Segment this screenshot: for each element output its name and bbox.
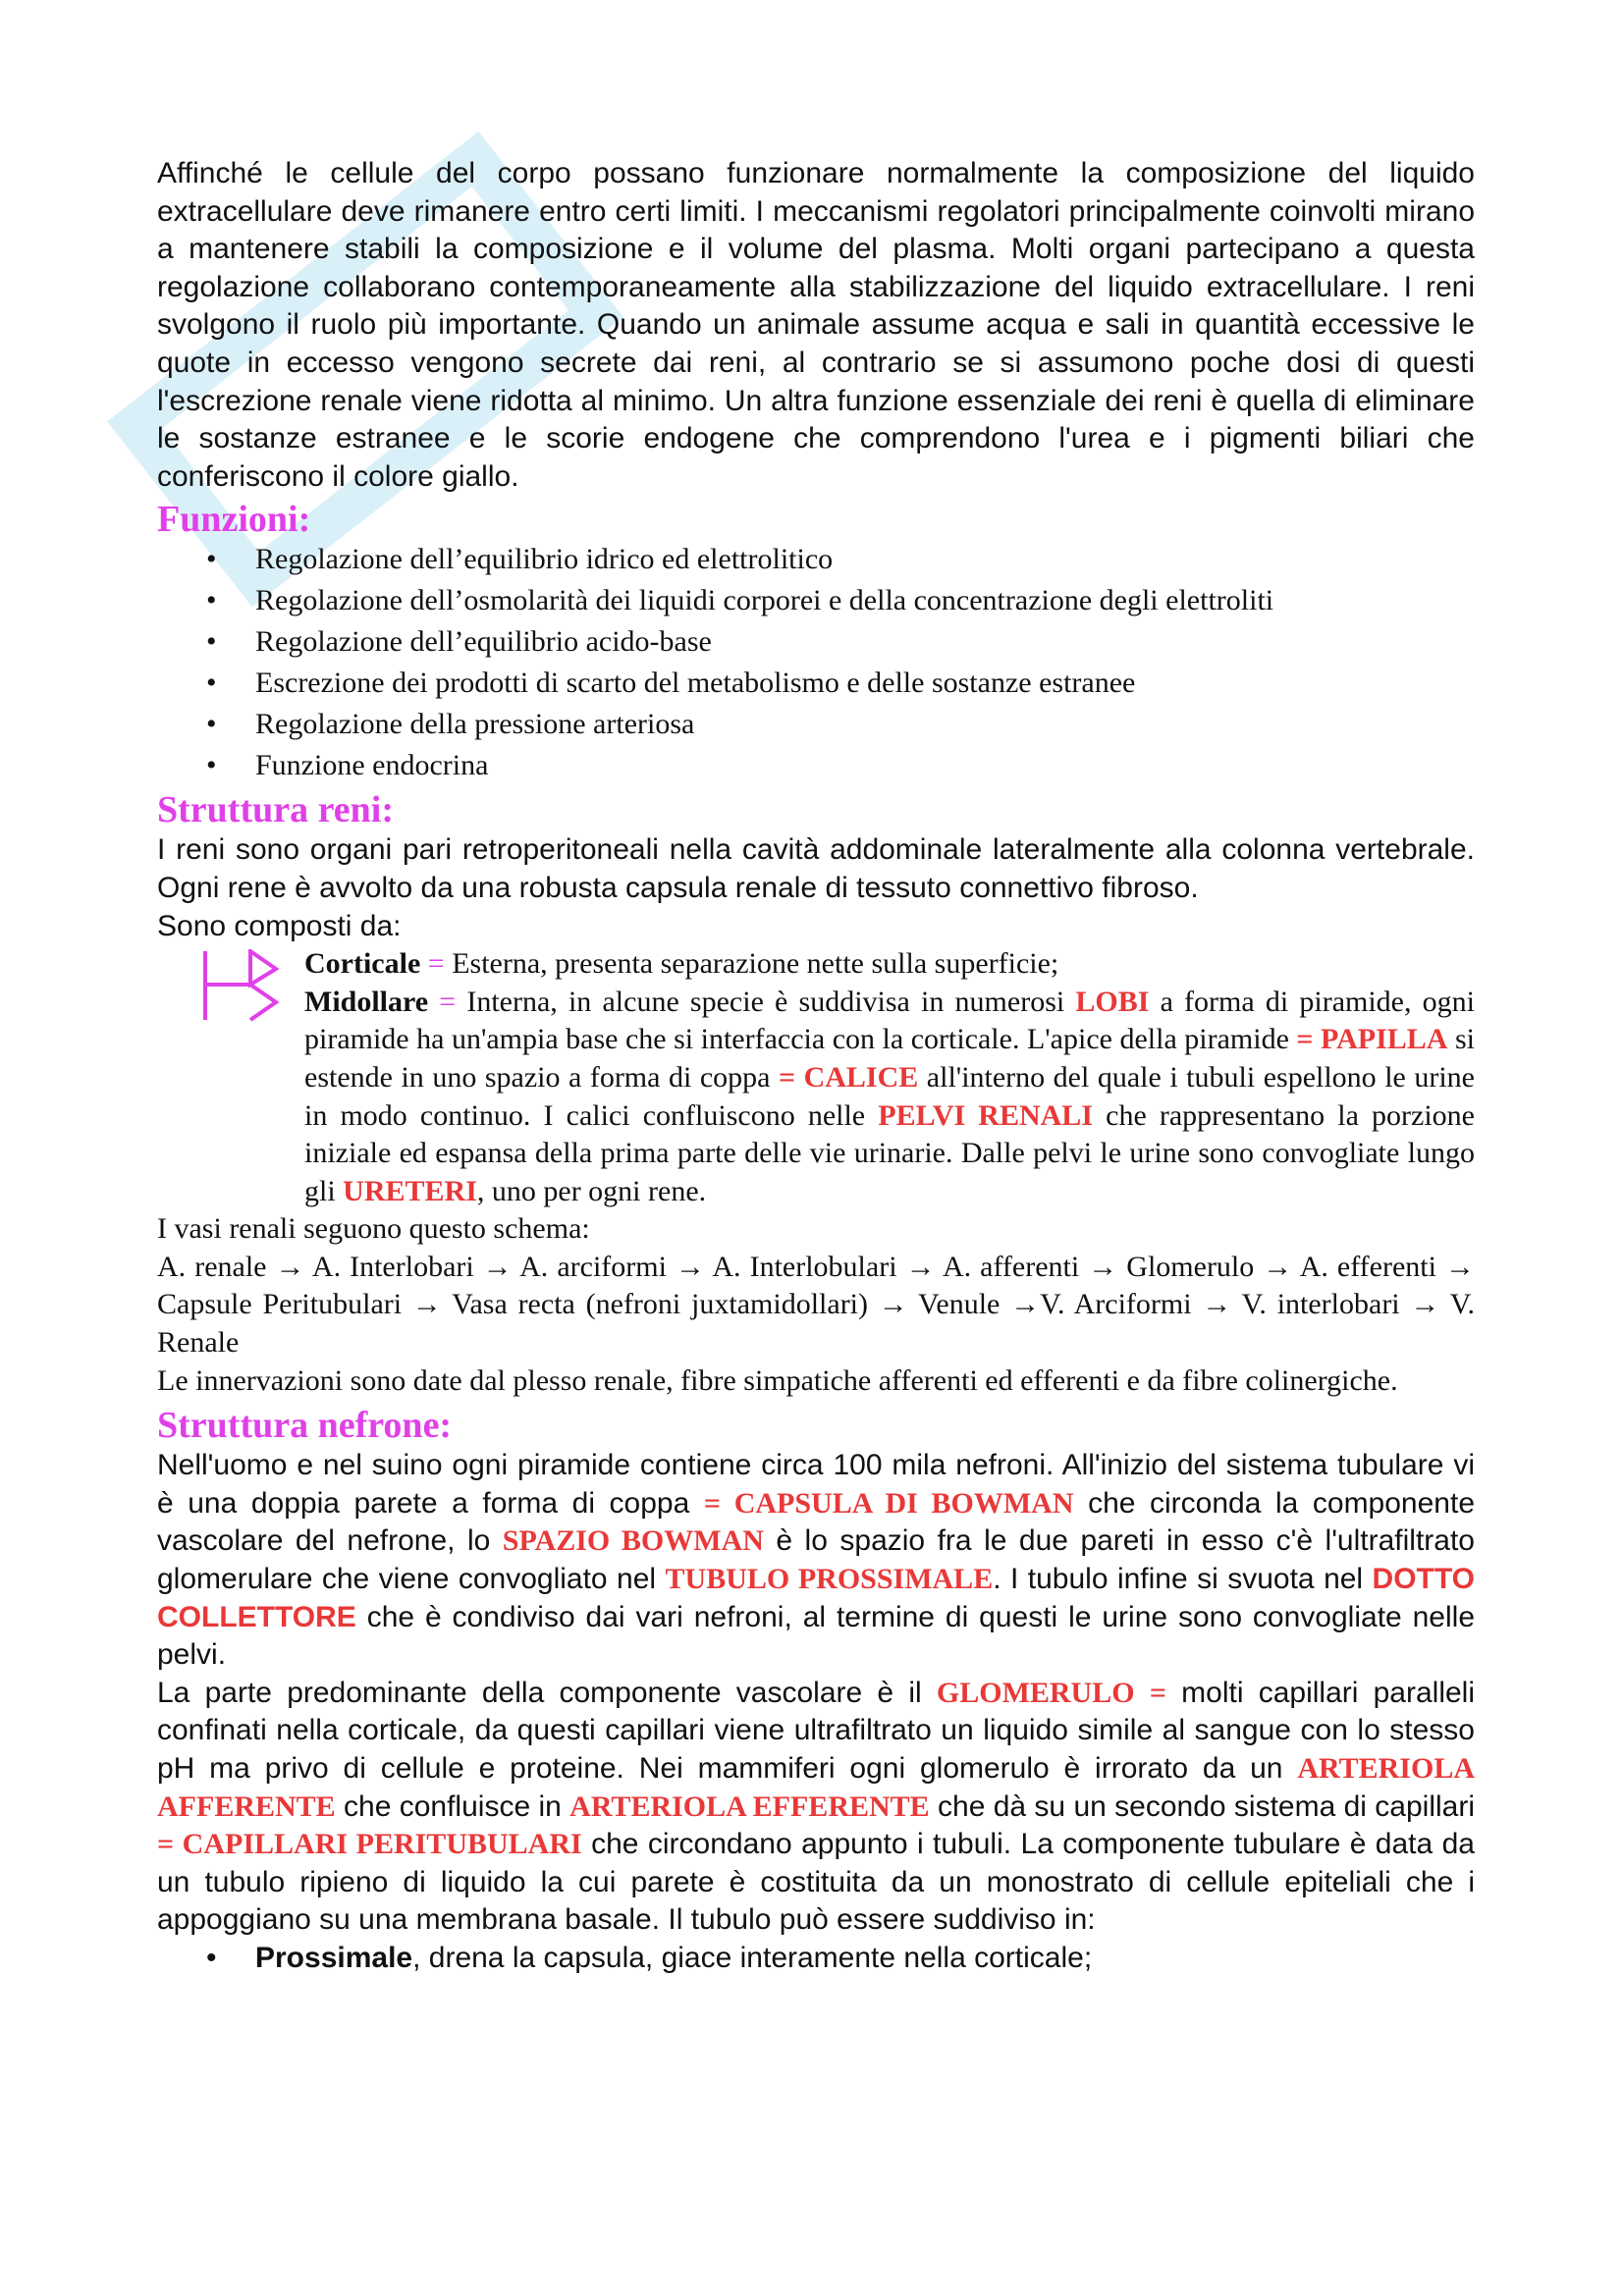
- list-item: • Regolazione dell’equilibrio acido-base: [157, 621, 1475, 663]
- midollare-text: a forma di piramide, ogni piramide ha un'ampia base che si interfaccia con la corticale. L'apice della piramide: [304, 985, 1475, 1056]
- intro-paragraph: Affinché le cellule del corpo possano funzionare normalmente la composizione del liquido extracellulare deve rimanere entro certi limiti. I meccanismi regolatori principalmente coinvolti mirano a mantenere stabili la composizione e il volume del plasma. Molti organi partecipano a questa regolazione collaborano contemporaneamente alla stabilizzazione del liquido extracellulare. I reni svolgono il ruolo più importante. Quando un animale assume acqua e sali in quantità eccessive le quote in eccesso vengono secrete dai reni, al contrario se si assumono poche dosi di questi l'escrezione renale viene ridotta al minimo. Un altra funzione essenziale dei reni è quella di eliminare le sostanze estranee e le scorie endogene che comprendono l'urea e i pigmenti biliari che conferiscono il colore giallo.: [157, 157, 1475, 493]
- list-item: • Funzione endocrina: [157, 745, 1475, 786]
- tubulo-list: [157, 1940, 1475, 1978]
- list-item: • Escrezione dei prodotti di scarto del metabolismo e delle sostanze estranee: [157, 663, 1475, 704]
- term-calice: = CALICE: [778, 1060, 919, 1094]
- corticale-term: Corticale: [304, 947, 421, 981]
- composti-label: Sono composti da:: [157, 909, 402, 942]
- corticale-text: Esterna, presenta separazione nette sulla superficie;: [444, 947, 1059, 981]
- term-glomerulo: GLOMERULO: [936, 1676, 1135, 1709]
- funzioni-list: [157, 539, 1475, 786]
- document-page: [157, 155, 1475, 1978]
- term-capsula-bowman: = CAPSULA DI BOWMAN: [703, 1486, 1074, 1520]
- corticale-line: [304, 945, 1475, 984]
- body-text: che è condiviso dai vari nefroni, al termine di questi le urine sono convogliate nelle pelvi.: [157, 1600, 1475, 1672]
- term-pelvi: PELVI RENALI: [878, 1098, 1093, 1132]
- reni-paragraph: I reni sono organi pari retroperitoneali nella cavità addominale lateralmente alla colonna vertebrale. Ogni rene è avvolto da una robusta capsula renale di tessuto connettivo fibroso.: [157, 833, 1475, 904]
- midollare-paragraph: [304, 984, 1475, 1211]
- body-text: che dà su un secondo sistema di capillari: [929, 1789, 1475, 1823]
- midollare-text: Interna, in alcune specie è suddivisa in numerosi: [456, 985, 1076, 1018]
- midollare-text: si estende in uno spazio a forma di coppa: [304, 1023, 1476, 1094]
- term-ureteri: URETERI: [343, 1174, 477, 1207]
- term-arteriola-efferente: ARTERIOLA EFFERENTE: [569, 1789, 930, 1823]
- term-arteriola-afferente: ARTERIOLA AFFERENTE: [157, 1752, 1475, 1823]
- term-lobi: LOBI: [1075, 985, 1150, 1018]
- body-text: Nell'uomo e nel suino ogni piramide contiene circa 100 mila nefroni. All'inizio del sistema tubulare vi è una doppia parete a forma di coppa: [157, 1449, 1475, 1520]
- list-item: • Regolazione dell’osmolarità dei liquidi corporei e della concentrazione degli elettroliti: [157, 580, 1475, 621]
- vasi-schema: A. renale → A. Interlobari → A. arciformi → A. Interlobulari → A. afferenti → Glomerulo → A. efferenti → Capsule Peritubulari → Vasa recta (nefroni juxtamidollari) → Venule →V. Arciformi → V. interlobari → V. Renale: [157, 1250, 1475, 1360]
- body-text: . I tubulo infine si svuota nel: [993, 1563, 1373, 1596]
- midollare-text: che rappresentano la porzione iniziale ed espansa della prima parte delle vie urinarie. Dalle pelvi le urine sono convogliate lungo gli: [304, 1098, 1475, 1207]
- body-text: molti capillari paralleli confinati nella corticale, da questi capillari viene ultrafiltrato un liquido simile al sangue con lo stesso pH ma privo di cellule e proteine. Nei mammiferi ogni glomerulo è irrorato da un: [157, 1676, 1476, 1785]
- innervazioni-paragraph: Le innervazioni sono date dal plesso renale, fibre simpatiche afferenti ed efferenti e da fibre colinergiche.: [157, 1363, 1398, 1397]
- body-text: che circonda la componente vascolare del nefrone, lo: [157, 1486, 1476, 1558]
- list-item: • Regolazione della pressione arteriosa: [157, 704, 1475, 745]
- prossimale-term: Prossimale: [255, 1941, 413, 1974]
- vasi-intro: I vasi renali seguono questo schema:: [157, 1212, 590, 1246]
- nefrone-paragraph-2: [157, 1675, 1475, 1940]
- term-capillari-peritubulari: = CAPILLARI PERITUBULARI: [157, 1828, 582, 1861]
- term-papilla: = PAPILLA: [1296, 1023, 1448, 1056]
- body-text: che confluisce in: [335, 1789, 570, 1823]
- list-item: [157, 1940, 1475, 1978]
- nefrone-paragraph-1: [157, 1447, 1475, 1675]
- composti-block: [157, 945, 1475, 1210]
- equals-sign: =: [1149, 1676, 1166, 1709]
- body-text: è lo spazio fra le due pareti in esso c'è l'ultrafiltrato glomerulare che viene convogliato nel: [157, 1524, 1475, 1596]
- term-tubulo-prossimale: TUBULO PROSSIMALE: [665, 1563, 994, 1596]
- arrow-bracket-icon: [201, 949, 280, 1022]
- prossimale-text: , drena la capsula, giace interamente nella corticale;: [412, 1941, 1093, 1974]
- funzioni-heading: Funzioni:: [157, 499, 311, 541]
- equals-sign: =: [427, 947, 445, 981]
- struttura-reni-heading: Struttura reni:: [157, 789, 394, 831]
- struttura-nefrone-heading: Struttura nefrone:: [157, 1405, 453, 1447]
- midollare-text: all'interno del quale i tubuli espellono le urine in modo continuo. I calici confluiscono nelle: [304, 1060, 1475, 1132]
- body-text: che circondano appunto i tubuli. La componente tubulare è data da un tubulo ripieno di liquido la cui parete è costituita da un monostrato di cellule epiteliali che i appoggiano su una membrana basale. Il tubulo può essere suddiviso in:: [157, 1828, 1475, 1937]
- midollare-term: Midollare: [304, 985, 429, 1018]
- body-text: La parte predominante della componente vascolare è il: [157, 1676, 937, 1709]
- list-item: • Regolazione dell’equilibrio idrico ed elettrolitico: [157, 539, 1475, 580]
- equals-sign: =: [439, 985, 457, 1018]
- midollare-text: , uno per ogni rene.: [476, 1174, 707, 1207]
- term-dotto-collettore: DOTTO COLLETTORE: [157, 1563, 1475, 1633]
- term-spazio-bowman: SPAZIO BOWMAN: [502, 1524, 764, 1558]
